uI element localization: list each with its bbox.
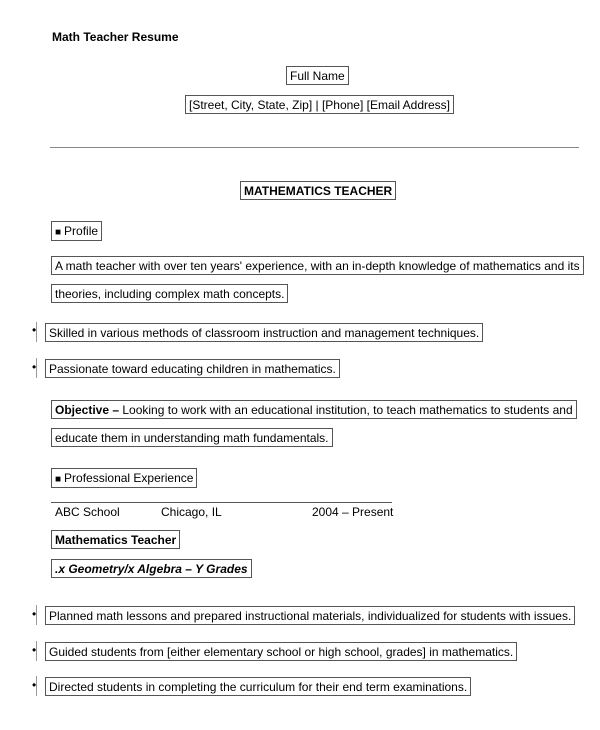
profile-bullet-1: Skilled in various methods of classroom instruction and management techniques.	[45, 323, 483, 342]
bullet-icon: •	[32, 643, 37, 657]
experience-heading-label: Professional Experience	[64, 471, 194, 485]
position-title: Mathematics Teacher	[51, 530, 180, 549]
contact-line: [Street, City, State, Zip] | [Phone] [Email Address]	[185, 95, 454, 114]
grades-line: .x Geometry/x Algebra – Y Grades	[51, 559, 252, 578]
employment-dates: 2004 – Present	[312, 505, 394, 519]
objective-line-1	[51, 400, 577, 419]
bullet-icon: •	[32, 678, 37, 692]
bullet-icon: •	[32, 360, 37, 374]
profile-line-1: A math teacher with over ten years' experience, with an in-depth knowledge of mathematics and its	[51, 256, 584, 275]
experience-bullet-1: Planned math lessons and prepared instructional materials, individualized for students with issues.	[45, 606, 575, 625]
experience-bullet-3: Directed students in completing the curriculum for their end term examinations.	[45, 677, 471, 696]
experience-heading	[51, 468, 197, 488]
full-name: Full Name	[286, 66, 349, 85]
bullet-separator	[36, 641, 37, 661]
objective-line-2: educate them in understanding math fundamentals.	[51, 428, 333, 447]
document-title: Math Teacher Resume	[52, 30, 179, 44]
employer-location: Chicago, IL	[161, 505, 222, 519]
employer-row	[51, 502, 392, 522]
bullet-separator	[36, 358, 37, 378]
objective-label: Objective –	[55, 403, 120, 417]
employer-name: ABC School	[55, 505, 120, 519]
experience-bullet-2: Guided students from [either elementary school or high school, grades] in mathematics.	[45, 642, 517, 661]
objective-text: Looking to work with an educational institution, to teach mathematics to students and	[119, 403, 573, 417]
profile-heading	[51, 221, 102, 241]
profile-heading-label: Profile	[64, 224, 99, 238]
bullet-separator	[36, 322, 37, 342]
bullet-icon: •	[32, 323, 37, 337]
header-divider	[50, 147, 579, 148]
square-bullet-icon: ■	[55, 227, 62, 238]
job-title: MATHEMATICS TEACHER	[240, 181, 396, 200]
bullet-separator	[36, 605, 37, 625]
bullet-separator	[36, 676, 37, 696]
profile-line-2: theories, including complex math concepts.	[51, 284, 288, 303]
bullet-icon: •	[32, 607, 37, 621]
profile-bullet-2: Passionate toward educating children in mathematics.	[45, 359, 340, 378]
square-bullet-icon: ■	[55, 474, 62, 485]
